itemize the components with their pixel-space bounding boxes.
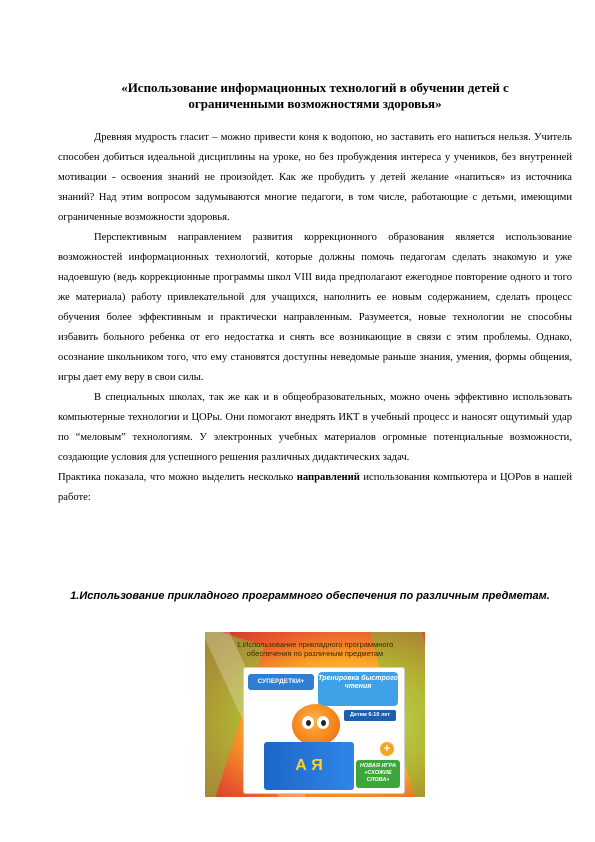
book-icon: А Я [264, 742, 354, 790]
document-title: «Использование информационных технологий в обучении детей с ограниченными возможностями здоровья» [121, 80, 509, 111]
paragraph-2: Перспективным направлением развития коррекционного образования является использование возможностей информационных технологий, которые должны помочь педагогам сделать знакомую и уже надоевшую (ведь коррекционные программы школ VIII вида предполагают ежегодное повторение одного и того же материала) работу привлекательной для учащихся, наполнить ее новым содержанием, сделать процесс обучения более эффективным и практически направленным. Разумеется, новые технологии не способны избавить больного ребенка от его недостатка и снять все возникающие в связи с этим проблемы. Однако, осознание школьником того, что ему становятся доступны неведомые раньше знания, умения, формы общения, игры дает ему веру в свои силы. [58, 232, 572, 383]
cover-game-label: НОВАЯ ИГРА «СХОЖИЕ СЛОВА» [356, 760, 400, 788]
cover-age-label: Детям 6-10 лет [344, 710, 396, 721]
section-heading: 1.Использование прикладного программного обеспечения по различным предметам. [70, 590, 550, 602]
mascot-eye [302, 716, 314, 729]
cover-title-label: Тренировка быстрого чтения [318, 672, 398, 706]
paragraph-3: В специальных школах, так же как и в общеобразовательных, можно очень эффективно использовать компьютерные технологии и ЦОРы. Они помогают внедрять ИКТ в учебный процесс и наносят ощутимый удар по “меловым” технологиям. У электронных учебных материалов огромные потенциальные возможности, создающие условия для успешного решения различных дидактических задач. [58, 392, 572, 463]
mascot-icon [292, 704, 340, 746]
document-body [58, 128, 572, 508]
paragraph-4 [58, 468, 572, 508]
paragraph-4-bold: направлений [296, 472, 360, 483]
plus-badge: + [380, 742, 394, 756]
paragraph-4-start: Практика показала, что можно выделить несколько [58, 472, 297, 483]
slide-image [205, 632, 425, 797]
paragraph-1: Древняя мудрость гласит – можно привести коня к водопою, но заставить его напиться нельзя. Учитель способен добиться идеальной дисциплины на уроке, но без пробуждения интереса у учеников, без внутренней мотивации - освоения знаний не произойдет. Как же пробудить у детей желание «напиться» из источника знаний? Над этим вопросом задумываются многие педагоги, в том числе, работающие с детьми, имеющими ограниченные возможности здоровья. [58, 132, 572, 223]
mascot-eye [317, 716, 329, 729]
slide-caption: 1.Использование прикладного программного обеспечения по различным предметам [236, 640, 394, 658]
software-cover [243, 667, 405, 794]
paragraph-4-end: использования компьютера и ЦОРов в нашей работе: [58, 472, 572, 503]
cover-brand-label: СУПЕРДЕТКИ+ [248, 674, 314, 690]
